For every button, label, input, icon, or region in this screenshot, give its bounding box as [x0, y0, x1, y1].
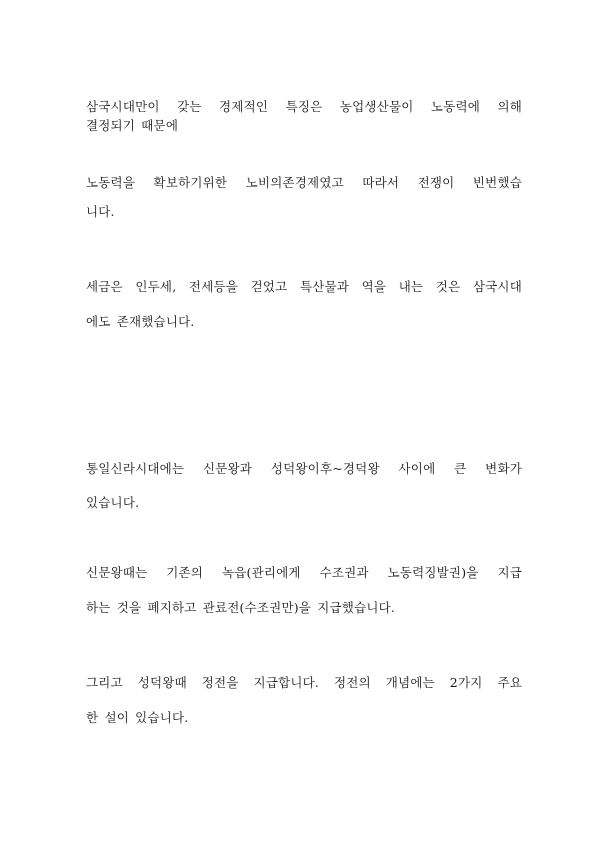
paragraph-2-line-2: 니다.: [86, 204, 115, 219]
paragraph-3-line-2: 에도 존재했습니다.: [86, 314, 195, 329]
paragraph-5-line-2: 하는 것을 폐지하고 관료전(수조권만)을 지급했습니다.: [86, 600, 396, 615]
paragraph-5-line-1: 신문왕때는 기존의 녹읍(관리에게 수조권과 노동력징발권)을 지급: [86, 565, 522, 580]
paragraph-1-line-1: 삼국시대만이 갖는 경제적인 특징은 농업생산물이 노동력에 의해: [86, 99, 522, 114]
paragraph-3-line-1: 세금은 인두세, 전세등을 걷었고 특산물과 역을 내는 것은 삼국시대: [86, 279, 522, 294]
paragraph-4-line-1: 통일신라시대에는 신문왕과 성덕왕이후~경덕왕 사이에 큰 변화가: [86, 461, 522, 476]
paragraph-6-line-2: 한 설이 있습니다.: [86, 710, 189, 725]
paragraph-2-line-1: 노동력을 확보하기위한 노비의존경제였고 따라서 전쟁이 빈번했습: [86, 175, 522, 190]
paragraph-1-line-2: 결정되기 때문에: [86, 118, 179, 133]
paragraph-6-line-1: 그리고 성덕왕때 정전을 지급합니다. 정전의 개념에는 2가지 주요: [86, 675, 522, 690]
paragraph-4-line-2: 있습니다.: [86, 495, 140, 510]
